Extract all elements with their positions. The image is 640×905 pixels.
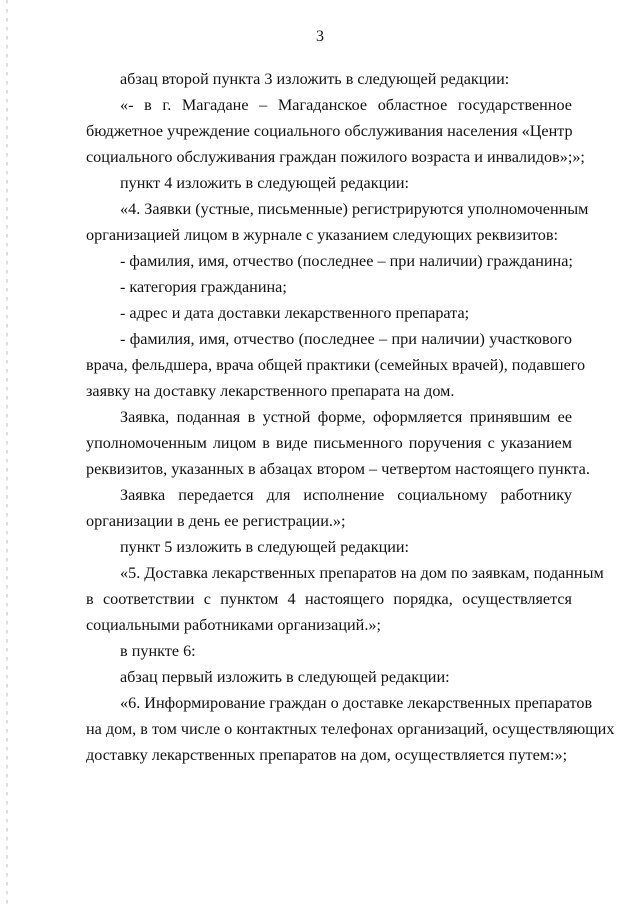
paragraph xyxy=(86,248,572,274)
text-line: абзац второй пункта 3 изложить в следующей редакции: xyxy=(120,70,510,88)
paragraph xyxy=(86,664,572,690)
paragraph xyxy=(86,300,572,326)
paragraph xyxy=(86,638,572,664)
text-line: заявку на доставку лекарственного препарата на дом. xyxy=(86,382,455,400)
text-line: в соответствии с пунктом 4 настоящего порядка, осуществляется xyxy=(86,590,572,608)
paragraph xyxy=(86,690,615,768)
paragraph xyxy=(86,196,589,248)
text-line: организации в день ее регистрации.»; xyxy=(86,512,346,530)
paragraph xyxy=(86,560,604,638)
text-line: социального обслуживания граждан пожилого возраста и инвалидов»;»; xyxy=(86,148,585,166)
paragraph xyxy=(86,482,572,534)
document-body xyxy=(86,66,615,768)
text-line: «6. Информирование граждан о доставке лекарственных препаратов xyxy=(120,694,593,712)
text-line: Заявка, поданная в устной форме, оформляется принявшим ее xyxy=(120,408,572,426)
text-line: уполномоченным лицом в виде письменного поручения с указанием xyxy=(86,434,572,452)
text-line: «- в г. Магадане – Магаданское областное государственное xyxy=(120,96,572,114)
paragraph xyxy=(86,170,572,196)
text-line: пункт 5 изложить в следующей редакции: xyxy=(120,538,410,556)
text-line: - фамилия, имя, отчество (последнее – при наличии) участкового xyxy=(120,330,572,348)
text-line: - фамилия, имя, отчество (последнее – при наличии) гражданина; xyxy=(120,252,573,270)
text-line: реквизитов, указанных в абзацах втором – четвертом настоящего пункта. xyxy=(86,460,590,478)
text-line: «4. Заявки (устные, письменные) регистрируются уполномоченным xyxy=(120,200,589,218)
paragraph xyxy=(86,404,590,482)
text-line: социальными работниками организаций.»; xyxy=(86,616,381,634)
text-line: - категория гражданина; xyxy=(120,278,287,296)
text-line: на дом, в том числе о контактных телефонах организаций, осуществляющих xyxy=(86,720,615,738)
paragraph xyxy=(86,326,586,404)
text-line: «5. Доставка лекарственных препаратов на дом по заявкам, поданным xyxy=(120,564,604,582)
paragraph xyxy=(86,92,585,170)
text-line: организацией лицом в журнале с указанием следующих реквизитов: xyxy=(86,226,559,244)
text-line: абзац первый изложить в следующей редакции: xyxy=(120,668,450,686)
paragraph xyxy=(86,274,572,300)
text-line: в пункте 6: xyxy=(120,642,196,660)
text-line: доставку лекарственных препаратов на дом, осуществляется путем:»; xyxy=(86,746,568,764)
text-line: бюджетное учреждение социального обслуживания населения «Центр xyxy=(86,122,573,140)
text-line: пункт 4 изложить в следующей редакции: xyxy=(120,174,410,192)
page-number: 3 xyxy=(316,28,324,45)
scan-edge-marks xyxy=(6,0,8,905)
paragraph xyxy=(86,534,572,560)
paragraph xyxy=(86,66,572,92)
text-line: - адрес и дата доставки лекарственного препарата; xyxy=(120,304,470,322)
text-line: врача, фельдшера, врача общей практики (семейных врачей), подавшего xyxy=(86,356,586,374)
text-line: Заявка передается для исполнение социальному работнику xyxy=(120,486,572,504)
